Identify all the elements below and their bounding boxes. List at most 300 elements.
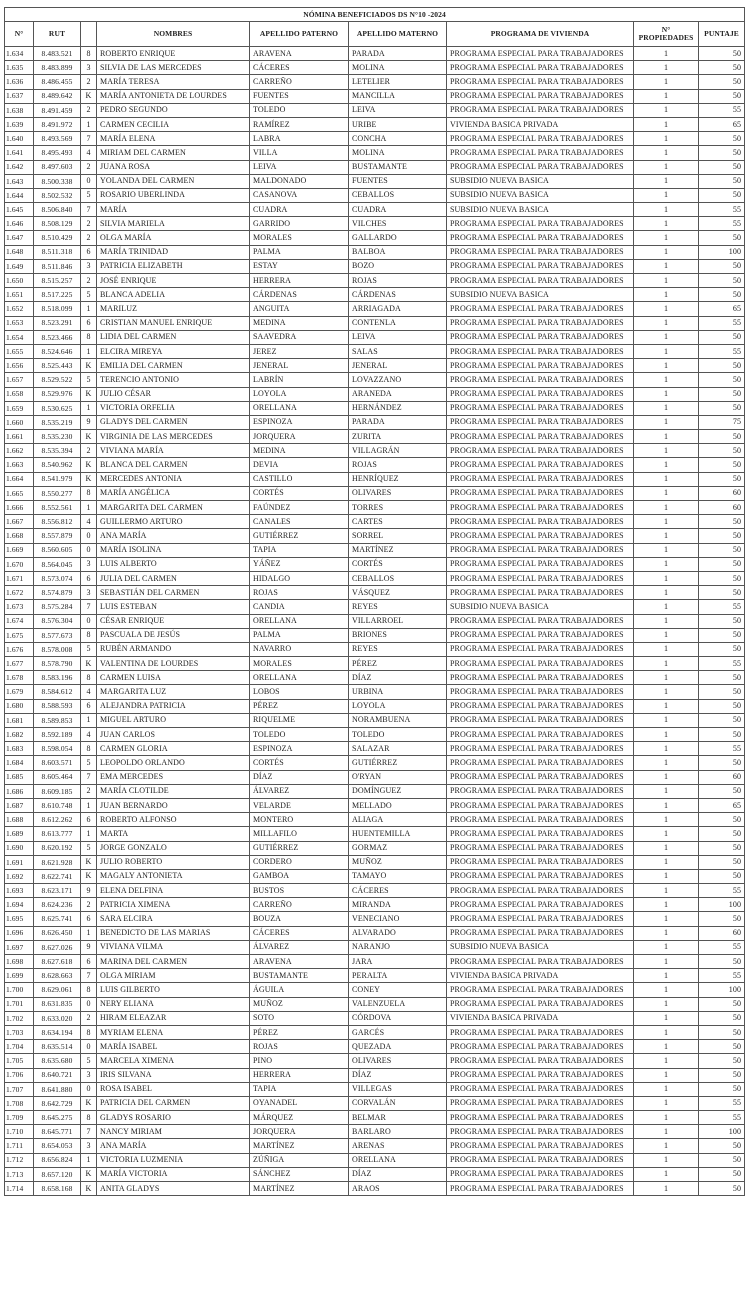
cell-number: 1.637 [5, 89, 34, 103]
cell-dv: K [81, 1096, 97, 1110]
cell-programa: PROGRAMA ESPECIAL PARA TRABAJADORES [447, 884, 634, 898]
cell-dv: K [81, 89, 97, 103]
cell-apellido-materno: DÍAZ [349, 671, 447, 685]
cell-dv: 5 [81, 373, 97, 387]
cell-apellido-paterno: MARTÍNEZ [250, 1139, 349, 1153]
cell-dv: 1 [81, 117, 97, 131]
cell-propiedades: 1 [634, 827, 699, 841]
cell-rut: 8.635.680 [34, 1054, 81, 1068]
table-row [5, 685, 745, 699]
cell-propiedades: 1 [634, 515, 699, 529]
cell-apellido-materno: MOLINA [349, 146, 447, 160]
cell-apellido-materno: CONEY [349, 983, 447, 997]
cell-nombres: ALEJANDRA PATRICIA [97, 699, 250, 713]
cell-rut: 8.631.835 [34, 997, 81, 1011]
cell-nombres: BLANCA ADELIA [97, 288, 250, 302]
cell-nombres: MERCEDES ANTONIA [97, 472, 250, 486]
cell-number: 1.705 [5, 1054, 34, 1068]
cell-rut: 8.535.394 [34, 444, 81, 458]
cell-dv: 2 [81, 103, 97, 117]
cell-apellido-materno: TORRES [349, 501, 447, 515]
cell-dv: 4 [81, 685, 97, 699]
cell-nombres: VICTORIA ORFELIA [97, 401, 250, 415]
cell-programa: PROGRAMA ESPECIAL PARA TRABAJADORES [447, 699, 634, 713]
cell-apellido-materno: BELMAR [349, 1111, 447, 1125]
cell-dv: 3 [81, 557, 97, 571]
cell-number: 1.662 [5, 444, 34, 458]
cell-apellido-materno: SALAS [349, 344, 447, 358]
cell-apellido-materno: LEIVA [349, 330, 447, 344]
cell-rut: 8.497.603 [34, 160, 81, 174]
cell-apellido-paterno: HERRERA [250, 1068, 349, 1082]
cell-apellido-materno: LETELIER [349, 75, 447, 89]
cell-number: 1.657 [5, 373, 34, 387]
cell-rut: 8.529.522 [34, 373, 81, 387]
cell-puntaje: 100 [699, 1125, 745, 1139]
cell-apellido-materno: CÓRDOVA [349, 1011, 447, 1025]
table-row [5, 472, 745, 486]
cell-nombres: VICTORIA LUZMENIA [97, 1153, 250, 1167]
cell-programa: PROGRAMA ESPECIAL PARA TRABAJADORES [447, 543, 634, 557]
cell-propiedades: 1 [634, 798, 699, 812]
table-row [5, 103, 745, 117]
cell-apellido-paterno: JEREZ [250, 344, 349, 358]
cell-rut: 8.511.318 [34, 245, 81, 259]
cell-number: 1.694 [5, 898, 34, 912]
cell-number: 1.668 [5, 529, 34, 543]
cell-apellido-materno: VILCHES [349, 217, 447, 231]
cell-number: 1.647 [5, 231, 34, 245]
cell-apellido-paterno: MORALES [250, 657, 349, 671]
cell-rut: 8.564.045 [34, 557, 81, 571]
cell-propiedades: 1 [634, 430, 699, 444]
cell-nombres: JUANA ROSA [97, 160, 250, 174]
cell-puntaje: 100 [699, 983, 745, 997]
cell-apellido-materno: ZURITA [349, 430, 447, 444]
cell-number: 1.713 [5, 1167, 34, 1181]
cell-rut: 8.511.846 [34, 259, 81, 273]
cell-apellido-materno: O'RYAN [349, 770, 447, 784]
cell-dv: 1 [81, 1153, 97, 1167]
cell-dv: 2 [81, 75, 97, 89]
cell-apellido-paterno: ZÚÑIGA [250, 1153, 349, 1167]
cell-number: 1.704 [5, 1040, 34, 1054]
cell-propiedades: 1 [634, 75, 699, 89]
cell-number: 1.672 [5, 586, 34, 600]
cell-propiedades: 1 [634, 146, 699, 160]
cell-propiedades: 1 [634, 89, 699, 103]
cell-dv: K [81, 1182, 97, 1196]
cell-rut: 8.642.729 [34, 1096, 81, 1110]
table-row [5, 983, 745, 997]
cell-programa: PROGRAMA ESPECIAL PARA TRABAJADORES [447, 728, 634, 742]
cell-programa: PROGRAMA ESPECIAL PARA TRABAJADORES [447, 685, 634, 699]
cell-rut: 8.626.450 [34, 926, 81, 940]
cell-puntaje: 50 [699, 1068, 745, 1082]
cell-apellido-paterno: VELARDE [250, 798, 349, 812]
cell-dv: 0 [81, 1040, 97, 1054]
cell-apellido-paterno: RAMÍREZ [250, 117, 349, 131]
cell-apellido-paterno: GUTIÉRREZ [250, 841, 349, 855]
cell-puntaje: 55 [699, 103, 745, 117]
cell-nombres: ROBERTO ENRIQUE [97, 47, 250, 61]
table-row [5, 1096, 745, 1110]
cell-propiedades: 1 [634, 288, 699, 302]
table-row [5, 302, 745, 316]
cell-propiedades: 1 [634, 557, 699, 571]
cell-dv: 0 [81, 997, 97, 1011]
cell-number: 1.685 [5, 770, 34, 784]
cell-number: 1.688 [5, 813, 34, 827]
cell-programa: PROGRAMA ESPECIAL PARA TRABAJADORES [447, 132, 634, 146]
cell-dv: 2 [81, 231, 97, 245]
cell-propiedades: 1 [634, 1167, 699, 1181]
cell-nombres: MARÍA [97, 203, 250, 217]
cell-dv: 3 [81, 1139, 97, 1153]
table-row [5, 898, 745, 912]
cell-nombres: IRIS SILVANA [97, 1068, 250, 1082]
cell-puntaje: 50 [699, 1011, 745, 1025]
cell-apellido-paterno: CORTÉS [250, 756, 349, 770]
cell-propiedades: 1 [634, 203, 699, 217]
cell-rut: 8.623.171 [34, 884, 81, 898]
col-header-apellido-paterno: APELLIDO PATERNO [250, 22, 349, 47]
cell-puntaje: 50 [699, 869, 745, 883]
cell-programa: PROGRAMA ESPECIAL PARA TRABAJADORES [447, 472, 634, 486]
table-row [5, 884, 745, 898]
cell-apellido-paterno: LOBOS [250, 685, 349, 699]
cell-propiedades: 1 [634, 486, 699, 500]
cell-programa: PROGRAMA ESPECIAL PARA TRABAJADORES [447, 1167, 634, 1181]
cell-apellido-paterno: ESTAY [250, 259, 349, 273]
cell-propiedades: 1 [634, 174, 699, 188]
cell-number: 1.643 [5, 174, 34, 188]
cell-apellido-materno: PÉREZ [349, 657, 447, 671]
cell-rut: 8.628.663 [34, 969, 81, 983]
cell-propiedades: 1 [634, 869, 699, 883]
cell-propiedades: 1 [634, 188, 699, 202]
cell-number: 1.706 [5, 1068, 34, 1082]
cell-apellido-paterno: TAPIA [250, 543, 349, 557]
cell-nombres: MARÍA TERESA [97, 75, 250, 89]
cell-programa: VIVIENDA BASICA PRIVADA [447, 969, 634, 983]
cell-puntaje: 50 [699, 146, 745, 160]
cell-rut: 8.535.219 [34, 415, 81, 429]
cell-nombres: JORGE GONZALO [97, 841, 250, 855]
cell-apellido-materno: PARADA [349, 47, 447, 61]
cell-apellido-materno: CÁRDENAS [349, 288, 447, 302]
cell-puntaje: 50 [699, 1167, 745, 1181]
cell-nombres: SILVIA DE LAS MERCEDES [97, 61, 250, 75]
cell-propiedades: 1 [634, 1040, 699, 1054]
cell-rut: 8.552.561 [34, 501, 81, 515]
cell-apellido-materno: ROJAS [349, 458, 447, 472]
cell-dv: K [81, 657, 97, 671]
cell-apellido-materno: ARRIAGADA [349, 302, 447, 316]
cell-programa: PROGRAMA ESPECIAL PARA TRABAJADORES [447, 586, 634, 600]
cell-propiedades: 1 [634, 841, 699, 855]
cell-dv: 9 [81, 884, 97, 898]
cell-apellido-paterno: JORQUERA [250, 1125, 349, 1139]
cell-apellido-paterno: DÍAZ [250, 770, 349, 784]
cell-dv: K [81, 869, 97, 883]
cell-propiedades: 1 [634, 614, 699, 628]
cell-propiedades: 1 [634, 1182, 699, 1196]
cell-apellido-materno: MELLADO [349, 798, 447, 812]
cell-puntaje: 50 [699, 699, 745, 713]
cell-nombres: ANA MARÍA [97, 1139, 250, 1153]
cell-programa: PROGRAMA ESPECIAL PARA TRABAJADORES [447, 61, 634, 75]
cell-number: 1.644 [5, 188, 34, 202]
cell-propiedades: 1 [634, 160, 699, 174]
cell-puntaje: 50 [699, 444, 745, 458]
cell-programa: VIVIENDA BASICA PRIVADA [447, 1011, 634, 1025]
cell-nombres: CARMEN LUISA [97, 671, 250, 685]
cell-programa: PROGRAMA ESPECIAL PARA TRABAJADORES [447, 742, 634, 756]
cell-propiedades: 1 [634, 1068, 699, 1082]
cell-number: 1.664 [5, 472, 34, 486]
cell-apellido-paterno: PALMA [250, 245, 349, 259]
cell-programa: PROGRAMA ESPECIAL PARA TRABAJADORES [447, 770, 634, 784]
table-row [5, 316, 745, 330]
cell-programa: PROGRAMA ESPECIAL PARA TRABAJADORES [447, 557, 634, 571]
cell-programa: PROGRAMA ESPECIAL PARA TRABAJADORES [447, 344, 634, 358]
cell-nombres: LIDIA DEL CARMEN [97, 330, 250, 344]
cell-number: 1.680 [5, 699, 34, 713]
cell-propiedades: 1 [634, 387, 699, 401]
cell-number: 1.651 [5, 288, 34, 302]
cell-apellido-materno: NORAMBUENA [349, 713, 447, 727]
cell-apellido-paterno: PÉREZ [250, 699, 349, 713]
cell-apellido-paterno: CORTÉS [250, 486, 349, 500]
cell-dv: 7 [81, 132, 97, 146]
cell-nombres: MARINA DEL CARMEN [97, 955, 250, 969]
cell-number: 1.650 [5, 274, 34, 288]
table-row [5, 614, 745, 628]
cell-puntaje: 50 [699, 259, 745, 273]
cell-number: 1.655 [5, 344, 34, 358]
cell-number: 1.686 [5, 784, 34, 798]
cell-apellido-materno: CORVALÁN [349, 1096, 447, 1110]
table-row [5, 330, 745, 344]
cell-nombres: ROSARIO UBERLINDA [97, 188, 250, 202]
cell-apellido-materno: URBINA [349, 685, 447, 699]
cell-apellido-paterno: CANDIA [250, 600, 349, 614]
cell-rut: 8.622.741 [34, 869, 81, 883]
cell-puntaje: 50 [699, 784, 745, 798]
cell-number: 1.673 [5, 600, 34, 614]
cell-apellido-paterno: ESPINOZA [250, 415, 349, 429]
cell-apellido-materno: CONCHA [349, 132, 447, 146]
cell-rut: 8.557.879 [34, 529, 81, 543]
table-row [5, 841, 745, 855]
cell-propiedades: 1 [634, 969, 699, 983]
cell-apellido-paterno: ÁLVAREZ [250, 940, 349, 954]
cell-puntaje: 55 [699, 1111, 745, 1125]
cell-propiedades: 1 [634, 1025, 699, 1039]
table-row [5, 415, 745, 429]
cell-programa: PROGRAMA ESPECIAL PARA TRABAJADORES [447, 912, 634, 926]
cell-apellido-materno: REYES [349, 600, 447, 614]
cell-programa: PROGRAMA ESPECIAL PARA TRABAJADORES [447, 1139, 634, 1153]
cell-programa: PROGRAMA ESPECIAL PARA TRABAJADORES [447, 784, 634, 798]
cell-number: 1.708 [5, 1096, 34, 1110]
cell-propiedades: 1 [634, 415, 699, 429]
cell-puntaje: 50 [699, 813, 745, 827]
cell-puntaje: 50 [699, 728, 745, 742]
cell-apellido-paterno: CARREÑO [250, 898, 349, 912]
cell-rut: 8.584.612 [34, 685, 81, 699]
cell-puntaje: 50 [699, 274, 745, 288]
cell-puntaje: 55 [699, 217, 745, 231]
cell-rut: 8.589.853 [34, 713, 81, 727]
cell-nombres: CARMEN GLORIA [97, 742, 250, 756]
cell-programa: PROGRAMA ESPECIAL PARA TRABAJADORES [447, 89, 634, 103]
cell-apellido-materno: GORMAZ [349, 841, 447, 855]
cell-dv: 2 [81, 160, 97, 174]
cell-rut: 8.578.790 [34, 657, 81, 671]
cell-puntaje: 50 [699, 132, 745, 146]
cell-puntaje: 60 [699, 926, 745, 940]
cell-apellido-paterno: CÁCERES [250, 926, 349, 940]
cell-nombres: ROSA ISABEL [97, 1082, 250, 1096]
cell-rut: 8.483.899 [34, 61, 81, 75]
cell-programa: PROGRAMA ESPECIAL PARA TRABAJADORES [447, 302, 634, 316]
cell-apellido-paterno: LABRÍN [250, 373, 349, 387]
cell-apellido-paterno: SOTO [250, 1011, 349, 1025]
cell-nombres: JULIA DEL CARMEN [97, 571, 250, 585]
cell-propiedades: 1 [634, 657, 699, 671]
cell-number: 1.654 [5, 330, 34, 344]
cell-programa: PROGRAMA ESPECIAL PARA TRABAJADORES [447, 1082, 634, 1096]
cell-programa: PROGRAMA ESPECIAL PARA TRABAJADORES [447, 1068, 634, 1082]
cell-number: 1.689 [5, 827, 34, 841]
table-row [5, 174, 745, 188]
table-row [5, 1040, 745, 1054]
cell-nombres: PATRICIA DEL CARMEN [97, 1096, 250, 1110]
cell-apellido-materno: MARTÍNEZ [349, 543, 447, 557]
cell-apellido-paterno: HERRERA [250, 274, 349, 288]
table-row [5, 940, 745, 954]
cell-dv: K [81, 387, 97, 401]
cell-apellido-paterno: ANGUITA [250, 302, 349, 316]
cell-dv: 0 [81, 174, 97, 188]
cell-apellido-paterno: CARREÑO [250, 75, 349, 89]
cell-programa: PROGRAMA ESPECIAL PARA TRABAJADORES [447, 841, 634, 855]
cell-propiedades: 1 [634, 401, 699, 415]
table-row [5, 798, 745, 812]
cell-number: 1.642 [5, 160, 34, 174]
cell-nombres: MARÍA ANTONIETA DE LOURDES [97, 89, 250, 103]
cell-apellido-materno: HERNÁNDEZ [349, 401, 447, 415]
cell-rut: 8.530.625 [34, 401, 81, 415]
cell-puntaje: 55 [699, 1096, 745, 1110]
cell-number: 1.640 [5, 132, 34, 146]
cell-dv: K [81, 1167, 97, 1181]
cell-apellido-paterno: ORELLANA [250, 401, 349, 415]
cell-dv: 0 [81, 614, 97, 628]
cell-rut: 8.500.338 [34, 174, 81, 188]
cell-rut: 8.645.275 [34, 1111, 81, 1125]
col-header-programa: PROGRAMA DE VIVIENDA [447, 22, 634, 47]
cell-rut: 8.610.748 [34, 798, 81, 812]
cell-programa: PROGRAMA ESPECIAL PARA TRABAJADORES [447, 926, 634, 940]
cell-number: 1.661 [5, 430, 34, 444]
cell-apellido-materno: GARCÉS [349, 1025, 447, 1039]
cell-apellido-materno: CEBALLOS [349, 188, 447, 202]
cell-rut: 8.491.459 [34, 103, 81, 117]
table-row [5, 401, 745, 415]
cell-puntaje: 60 [699, 770, 745, 784]
cell-rut: 8.508.129 [34, 217, 81, 231]
cell-propiedades: 1 [634, 501, 699, 515]
cell-number: 1.700 [5, 983, 34, 997]
table-row [5, 188, 745, 202]
cell-propiedades: 1 [634, 770, 699, 784]
cell-programa: PROGRAMA ESPECIAL PARA TRABAJADORES [447, 415, 634, 429]
cell-nombres: MARÍA ISOLINA [97, 543, 250, 557]
cell-programa: PROGRAMA ESPECIAL PARA TRABAJADORES [447, 529, 634, 543]
cell-apellido-materno: QUEZADA [349, 1040, 447, 1054]
table-row [5, 1111, 745, 1125]
cell-apellido-paterno: ROJAS [250, 586, 349, 600]
cell-number: 1.712 [5, 1153, 34, 1167]
title-row [5, 8, 745, 22]
cell-apellido-materno: JENERAL [349, 359, 447, 373]
cell-propiedades: 1 [634, 642, 699, 656]
cell-number: 1.701 [5, 997, 34, 1011]
cell-programa: PROGRAMA ESPECIAL PARA TRABAJADORES [447, 997, 634, 1011]
cell-apellido-paterno: CÁCERES [250, 61, 349, 75]
cell-propiedades: 1 [634, 274, 699, 288]
table-row [5, 203, 745, 217]
cell-dv: 8 [81, 486, 97, 500]
cell-dv: 1 [81, 713, 97, 727]
beneficiaries-table [4, 7, 745, 1196]
cell-apellido-materno: FUENTES [349, 174, 447, 188]
table-row [5, 1011, 745, 1025]
cell-programa: PROGRAMA ESPECIAL PARA TRABAJADORES [447, 47, 634, 61]
document-title: NÓMINA BENEFICIADOS DS N°10 -2024 [5, 8, 745, 22]
cell-rut: 8.491.972 [34, 117, 81, 131]
cell-apellido-paterno: MEDINA [250, 444, 349, 458]
cell-puntaje: 50 [699, 713, 745, 727]
cell-nombres: VALENTINA DE LOURDES [97, 657, 250, 671]
cell-propiedades: 1 [634, 217, 699, 231]
table-row [5, 997, 745, 1011]
cell-puntaje: 50 [699, 89, 745, 103]
table-row [5, 600, 745, 614]
cell-nombres: OLGA MIRIAM [97, 969, 250, 983]
table-row [5, 146, 745, 160]
cell-apellido-materno: MOLINA [349, 61, 447, 75]
cell-programa: PROGRAMA ESPECIAL PARA TRABAJADORES [447, 827, 634, 841]
cell-apellido-materno: OLIVARES [349, 486, 447, 500]
table-row [5, 117, 745, 131]
cell-puntaje: 50 [699, 47, 745, 61]
cell-number: 1.703 [5, 1025, 34, 1039]
cell-apellido-materno: VILLARROEL [349, 614, 447, 628]
cell-number: 1.684 [5, 756, 34, 770]
cell-apellido-materno: GALLARDO [349, 231, 447, 245]
cell-apellido-paterno: CORDERO [250, 855, 349, 869]
cell-nombres: JULIO CÉSAR [97, 387, 250, 401]
table-row [5, 827, 745, 841]
table-row [5, 47, 745, 61]
cell-programa: PROGRAMA ESPECIAL PARA TRABAJADORES [447, 217, 634, 231]
cell-programa: PROGRAMA ESPECIAL PARA TRABAJADORES [447, 316, 634, 330]
cell-dv: 4 [81, 728, 97, 742]
